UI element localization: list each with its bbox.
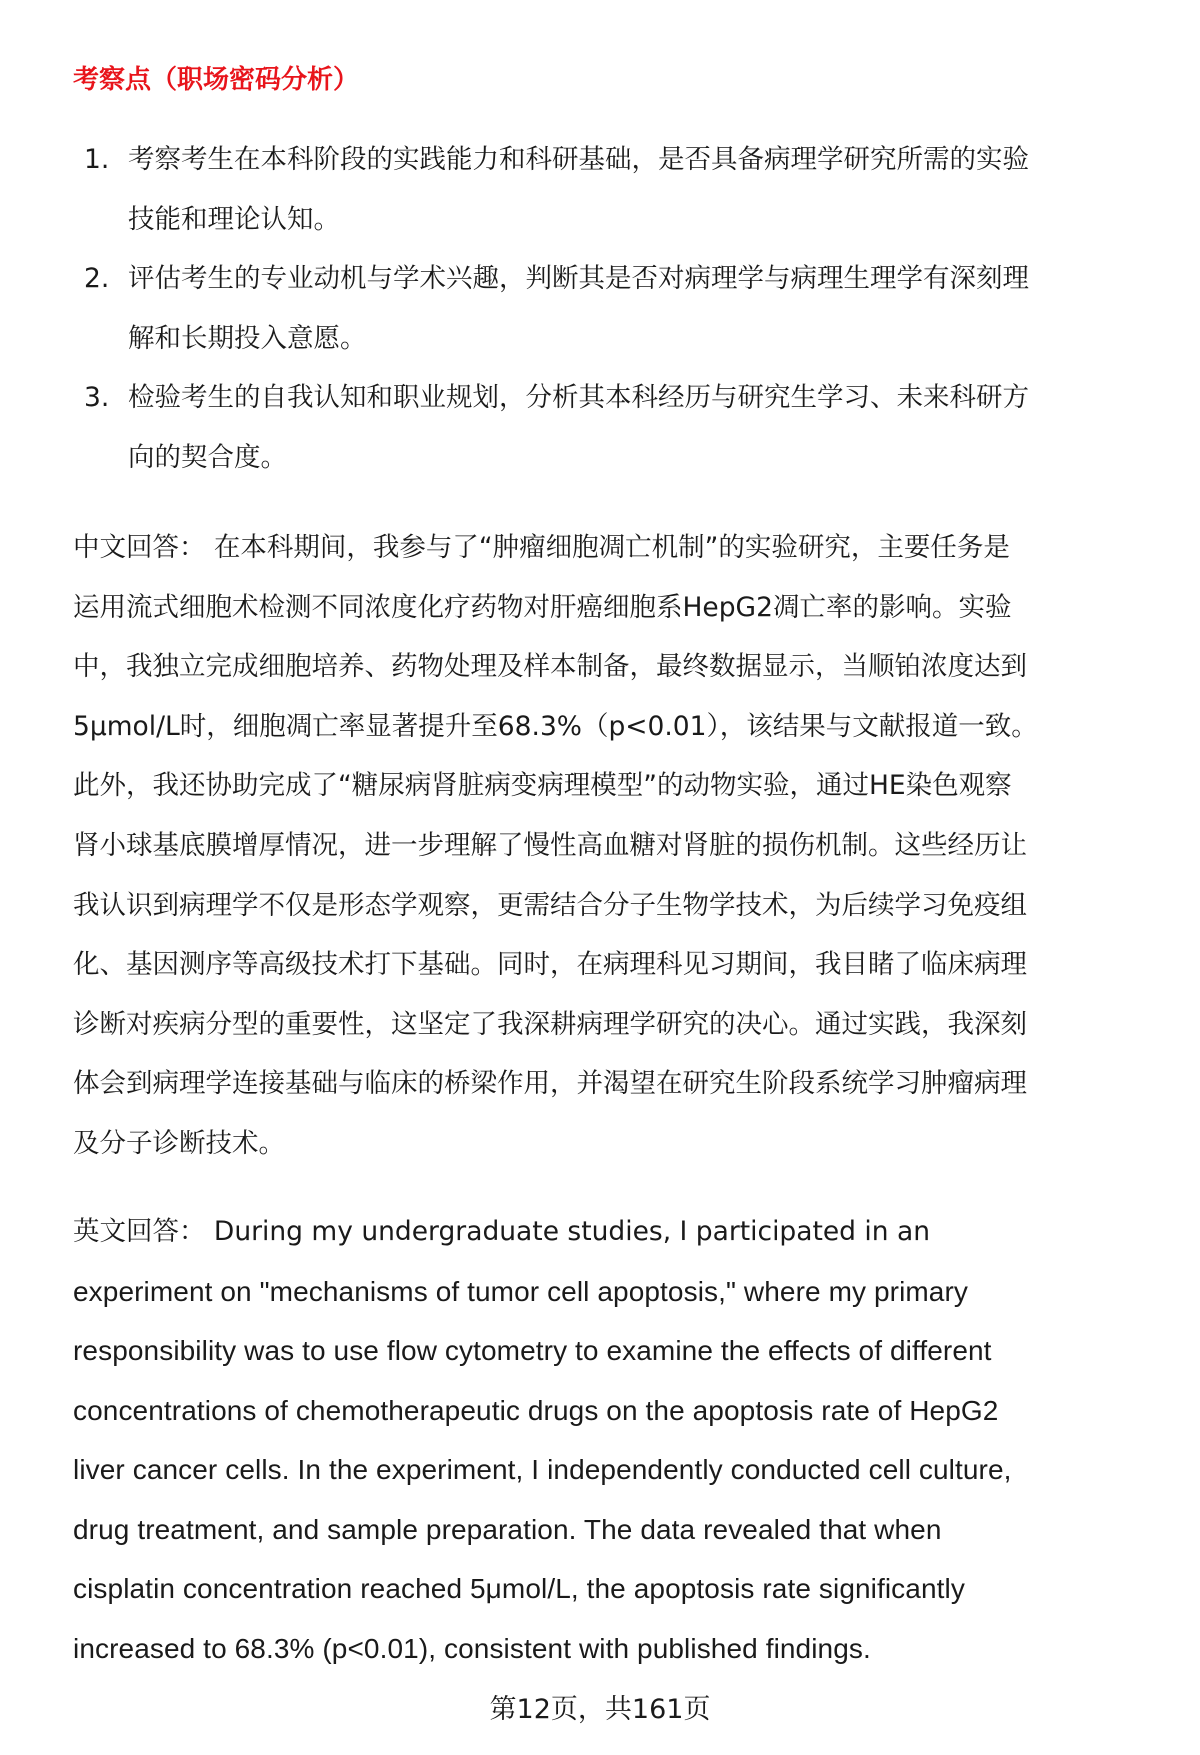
list-item-line: 技能和理论认知。 [128, 203, 340, 235]
list-item-line: 考察考生在本科阶段的实践能力和科研基础，是否具备病理学研究所需的实验 [128, 144, 1029, 175]
paragraph-line: liver cancer cells. In the experiment, I independently conducted cell culture, [73, 1454, 1012, 1485]
list-item-line: 评估考生的专业动机与学术兴趣，判断其是否对病理学与病理生理学有深刻理 [128, 263, 1029, 294]
paragraph-line: increased to 68.3% (p<0.01), consistent with published findings. [73, 1632, 871, 1664]
paragraph-line: 5μmol/L时，细胞凋亡率显著提升至68.3%（p<0.01），该结果与文献报道一致。 [73, 710, 1038, 742]
list-item-line: 检验考生的自我认知和职业规划，分析其本科经历与研究生学习、未来科研方 [128, 382, 1029, 413]
section-title: 考察点（职场密码分析） [73, 65, 360, 95]
page-number: 第12页，共161页 [489, 1694, 711, 1725]
list-item-line: 解和长期投入意愿。 [128, 322, 367, 354]
list-number: 1. [84, 144, 110, 175]
paragraph-line: 英文回答： During my undergraduate studies, I participated in an [73, 1216, 931, 1247]
paragraph-line: concentrations of chemotherapeutic drugs on the apoptosis rate of HepG2 [73, 1394, 999, 1426]
list-item-line: 向的契合度。 [128, 441, 287, 473]
paragraph-line: cisplatin concentration reached 5μmol/L, the apoptosis rate significantly [73, 1573, 965, 1604]
paragraph-line: 肾小球基底膜增厚情况，进一步理解了慢性高血糖对肾脏的损伤机制。这些经历让 [73, 830, 1027, 861]
paragraph-line: 此外，我还协助完成了“糖尿病肾脏病变病理模型”的动物实验，通过HE染色观察 [73, 770, 1012, 802]
paragraph-line: 化、基因测序等高级技术打下基础。同时，在病理科见习期间，我目睹了临床病理 [73, 949, 1027, 981]
list-number: 3. [84, 382, 110, 413]
paragraph-line: 中文回答： 在本科期间，我参与了“肿瘤细胞凋亡机制”的实验研究，主要任务是 [73, 532, 1010, 563]
paragraph-line: 诊断对疾病分型的重要性，这坚定了我深耕病理学研究的决心。通过实践，我深刻 [73, 1008, 1027, 1040]
paragraph-line: 中，我独立完成细胞培养、药物处理及样本制备，最终数据显示，当顺铂浓度达到 [73, 651, 1027, 683]
paragraph-line: 运用流式细胞术检测不同浓度化疗药物对肝癌细胞系HepG2凋亡率的影响。实验 [73, 591, 1012, 623]
paragraph-line: 及分子诊断技术。 [73, 1128, 285, 1159]
paragraph-line: 体会到病理学连接基础与临床的桥梁作用，并渴望在研究生阶段系统学习肿瘤病理 [73, 1068, 1027, 1100]
paragraph-line: 我认识到病理学不仅是形态学观察，更需结合分子生物学技术，为后续学习免疫组 [73, 889, 1027, 921]
paragraph-line: responsibility was to use flow cytometry to examine the effects of different [73, 1335, 992, 1366]
paragraph-line: drug treatment, and sample preparation. The data revealed that when [73, 1513, 942, 1545]
list-number: 2. [84, 263, 110, 294]
paragraph-line: experiment on "mechanisms of tumor cell apoptosis," where my primary [73, 1275, 969, 1307]
